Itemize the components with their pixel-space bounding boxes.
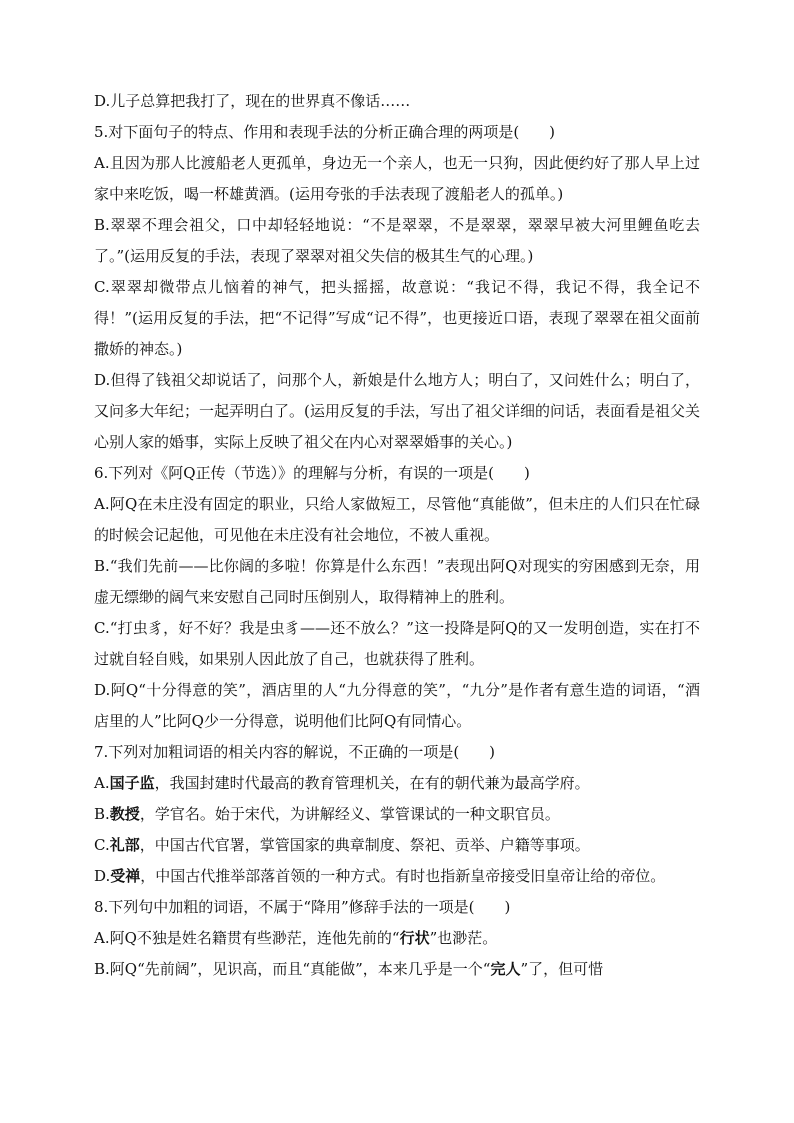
option-text: ，中国古代官署，掌管国家的典章制度、祭祀、贡举、户籍等事项。 <box>139 836 590 854</box>
q4-option-d: D.儿子总算把我打了，现在的世界真不像话…… <box>94 92 411 110</box>
q7-option-a <box>94 768 700 799</box>
option-text: A.阿Q不独是姓名籍贯有些渺茫，连他先前的“ <box>94 929 400 947</box>
q5-option-c: C.翠翠却微带点儿恼着的神气，把头摇摇，故意说：“我记不得，我记不得，我全记不得！”(运用反复的手法，把“不记得”写成“记不得”，也更接近口语，表现了翠翠在祖父面前撒娇的神态。) <box>94 278 700 358</box>
q6-option-b: B.“我们先前——比你阔的多啦！你算是什么东西！”表现出阿Q对现实的穷困感到无奈，用虚无缥缈的阔气来安慰自己同时压倒别人，取得精神上的胜利。 <box>94 557 700 606</box>
bold-term: 礼部 <box>109 836 140 854</box>
q8-option-b <box>94 954 700 985</box>
q5-option-b: B.翠翠不理会祖父，口中却轻轻地说：“不是翠翠，不是翠翠，翠翠早被大河里鲤鱼吃去了。”(运用反复的手法，表现了翠翠对祖父失信的极其生气的心理。) <box>94 216 700 265</box>
q6-option-d: D.阿Q“十分得意的笑”，酒店里的人“九分得意的笑”，“九分”是作者有意生造的词语，“酒店里的人”比阿Q少一分得意，说明他们比阿Q有同情心。 <box>94 681 700 730</box>
q7-stem: 7.下列对加粗词语的相关内容的解说，不正确的一项是( ) <box>94 743 496 761</box>
option-text: ，中国古代推举部落首领的一种方式。有时也指新皇帝接受旧皇帝让给的帝位。 <box>140 867 666 885</box>
q6-option-c: C.“打虫豸，好不好？我是虫豸——还不放么？”这一投降是阿Q的又一发明创造，实在打不过就自轻自贱，如果别人因此放了自己，也就获得了胜利。 <box>94 619 700 668</box>
bold-term: 受禅 <box>110 867 141 885</box>
option-label: C. <box>94 836 110 854</box>
q5-option-a: A.且因为那人比渡船老人更孤单，身边无一个亲人，也无一只狗，因此便约好了那人早上过家中来吃饭，喝一杯雄黄酒。(运用夸张的手法表现了渡船老人的孤单。) <box>94 154 700 203</box>
bold-term: 国子监 <box>109 774 155 792</box>
option-label: B. <box>94 805 110 823</box>
bold-term: 完人 <box>490 960 521 978</box>
bold-term: 教授 <box>109 805 140 823</box>
q7-option-b <box>94 799 700 830</box>
bold-term: 行状 <box>399 929 430 947</box>
option-text: ”也渺茫。 <box>429 929 498 947</box>
q7-option-c <box>94 830 700 861</box>
q6-stem: 6.下列对《阿Q正传（节选）》的理解与分析，有误的一项是( ) <box>94 464 530 482</box>
q5-stem: 5.对下面句子的特点、作用和表现手法的分析正确合理的两项是( ) <box>94 123 556 141</box>
option-label: A. <box>94 774 110 792</box>
q8-stem: 8.下列句中加粗的词语，不属于“降用”修辞手法的一项是( ) <box>94 898 511 916</box>
option-text: ，我国封建时代最高的教育管理机关，在有的朝代兼为最高学府。 <box>154 774 590 792</box>
question-text-block <box>94 86 700 985</box>
option-text: ，学官名。始于宋代，为讲解经义、掌管课试的一种文职官员。 <box>139 805 560 823</box>
q6-option-a: A.阿Q在未庄没有固定的职业，只给人家做短工，尽管他“真能做”，但未庄的人们只在忙碌的时候会记起他，可见他在未庄没有社会地位，不被人重视。 <box>94 495 700 544</box>
q8-option-a <box>94 923 700 954</box>
q7-option-d <box>94 861 700 892</box>
q5-option-d: D.但得了钱祖父却说话了，问那个人，新娘是什么地方人；明白了，又问姓什么；明白了，又问多大年纪；一起弄明白了。(运用反复的手法，写出了祖父详细的问话，表面看是祖父关心别人家的婚事，实际上反映了祖父在内心对翠翠婚事的关心。) <box>94 371 700 451</box>
option-text: B.阿Q“先前阔”，见识高，而且“真能做”，本来几乎是一个“ <box>94 960 491 978</box>
option-text: ”了，但可惜 <box>520 960 604 978</box>
option-label: D. <box>94 867 111 885</box>
